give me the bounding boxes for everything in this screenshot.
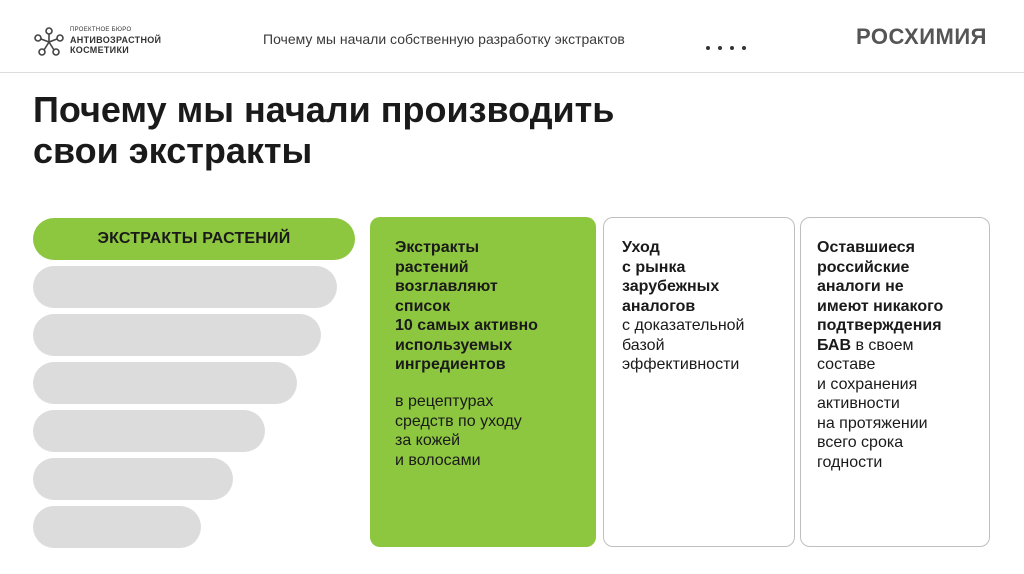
- text-line: зарубежных: [622, 278, 720, 295]
- logo-name-line: КОСМЕТИКИ: [70, 45, 130, 55]
- logo-name: [70, 35, 161, 55]
- text-line: растений: [395, 258, 469, 276]
- bureau-logo: [33, 24, 173, 60]
- card-plant-extracts-detail: [395, 392, 522, 470]
- text-line: на протяжении: [817, 414, 928, 432]
- text-line: и сохранения: [817, 375, 918, 393]
- funnel-bar: [33, 506, 201, 548]
- text-line: в рецептурах: [395, 393, 494, 410]
- page-title: Почему мы начали производить свои экстракты: [33, 89, 615, 171]
- text-line: активности: [817, 395, 900, 412]
- card-market-exit-text: [622, 238, 745, 375]
- brand-logo: РОСХИМИЯ: [856, 24, 987, 49]
- text-line: эффективности: [622, 356, 740, 373]
- text-line: ингредиентов: [395, 356, 506, 373]
- logo-name-line: АНТИВОЗРАСТНОЙ: [70, 35, 162, 45]
- text-line: аналогов: [622, 297, 696, 315]
- funnel-bar: [33, 314, 321, 356]
- text-line: годности: [817, 453, 883, 471]
- text-line: с рынка: [622, 258, 686, 276]
- text-line: за кожей: [395, 432, 461, 449]
- text-line: имеют никакого: [817, 297, 944, 315]
- text-line: Оставшиеся: [817, 239, 916, 256]
- text-line: возглавляют: [395, 278, 498, 295]
- logo-subtitle: ПРОЕКТНОЕ БЮРО: [70, 27, 132, 33]
- text-line: список: [395, 297, 451, 315]
- header-title: Почему мы начали собственную разработку экстрактов: [263, 31, 625, 47]
- text-line: аналоги не: [817, 278, 904, 295]
- molecule-icon: [33, 26, 65, 58]
- text-line: подтверждения: [817, 317, 942, 334]
- text-line: средств по уходу: [395, 412, 522, 430]
- text-line: Уход: [622, 239, 660, 256]
- text-line: Экстракты: [395, 239, 480, 256]
- text-line: с доказательной: [622, 317, 745, 334]
- text-line: российские: [817, 258, 910, 276]
- text-line: базой: [622, 336, 665, 354]
- card-russian-analogs-text: [817, 238, 943, 472]
- header-divider: [0, 72, 1024, 73]
- funnel-head-label: ЭКСТРАКТЫ РАСТЕНИЙ: [33, 218, 355, 260]
- text-line: составе: [817, 356, 876, 373]
- funnel-bar: [33, 266, 337, 308]
- funnel-bar: [33, 458, 233, 500]
- text-line: и волосами: [395, 451, 481, 469]
- text-line: в своем: [851, 336, 914, 354]
- card-plant-extracts-lead: [395, 238, 538, 375]
- more-dots-icon: [706, 37, 754, 55]
- text-line: 10 самых активно: [395, 317, 538, 334]
- text-line: всего срока: [817, 434, 904, 451]
- funnel-bar: [33, 410, 265, 452]
- funnel-bar: [33, 362, 297, 404]
- text-line: используемых: [395, 336, 513, 354]
- text-line: БАВ: [817, 336, 851, 354]
